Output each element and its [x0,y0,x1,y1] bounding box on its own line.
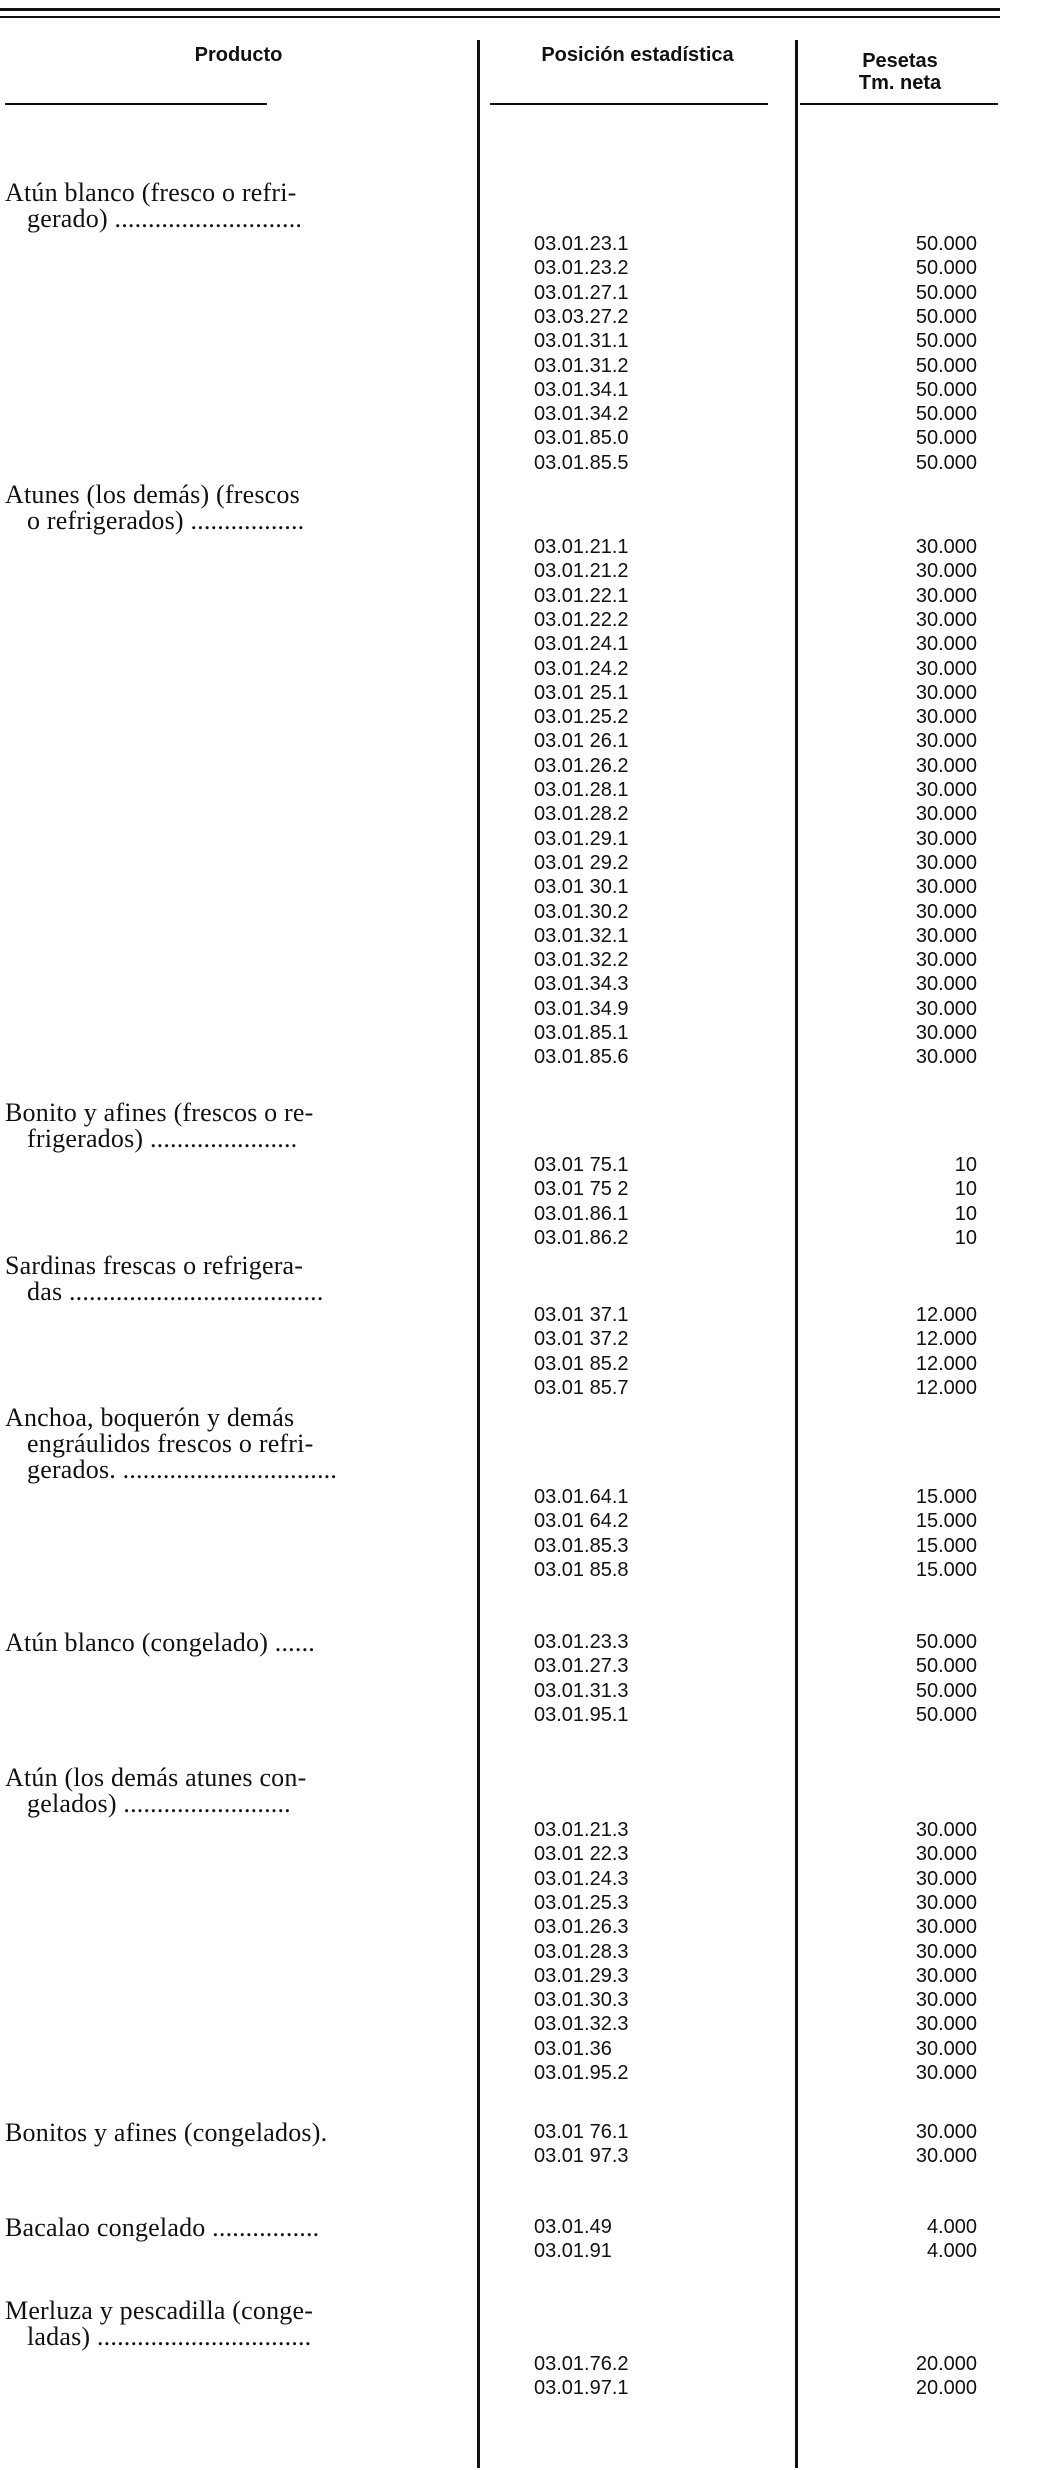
pesetas-value: 30.000 [915,2062,977,2084]
position-code: 03.01.29.1 [534,827,629,850]
product-name-line: Atún (los demás atunes con- [5,1763,307,1792]
pesetas-value: 30.000 [915,827,977,850]
position-code: 03.01 29.2 [534,851,629,874]
pesetas-value: 4.000 [926,2216,977,2238]
pesetas-value: 30.000 [915,2013,977,2036]
product-name-line: frigerados) ...................... [27,1124,298,1153]
product-name-line: ladas) ................................ [27,2322,312,2351]
position-code: 03.01.28.2 [534,803,629,826]
position-code: 03.01.85.5 [534,451,629,474]
position-code: 03.01.26.2 [534,754,629,777]
pesetas-value: 30.000 [915,1046,977,1069]
pesetas-value: 30.000 [915,2121,977,2143]
pesetas-value: 10 [954,1226,977,1249]
pesetas-value: 50.000 [915,281,977,304]
product-name-line: Atún blanco (fresco o refri- [5,178,297,207]
pesetas-value: 50.000 [915,1631,977,1653]
position-code: 03.01.91 [534,2240,612,2263]
pesetas-value: 12.000 [915,1376,977,1399]
position-code: 03.01 30.1 [534,876,629,899]
position-code: 03.01 22.3 [534,1843,629,1866]
pesetas-value: 10 [954,1154,977,1176]
position-code: 03.01.85.1 [534,1022,629,1044]
pesetas-value: 30.000 [915,754,977,777]
position-code: 03.01.25.3 [534,1891,629,1914]
top-rule [0,8,1000,11]
pesetas-value: 30.000 [915,633,977,656]
product-name [5,2215,475,2241]
pesetas-value: 15.000 [915,1486,977,1508]
product-name [5,1100,475,1152]
position-code: 03.01 64.2 [534,1510,629,1533]
product-name-line: gerado) ............................ [27,204,303,233]
pesetas-value: 30.000 [915,900,977,923]
pesetas-value: 30.000 [915,851,977,874]
position-code: 03.01.30.3 [534,1989,629,2012]
product-name-line: Bonito y afines (frescos o re- [5,1098,314,1127]
product-name-line: engráulidos frescos o refri- [27,1429,314,1458]
pesetas-value: 30.000 [915,779,977,801]
pesetas-value: 10 [954,1178,977,1201]
position-code: 03.01.34.3 [534,973,629,996]
pesetas-value: 30.000 [915,730,977,753]
position-code: 03.01.32.3 [534,2013,629,2036]
position-code: 03.01.23.1 [534,233,629,255]
position-code: 03.01.31.2 [534,354,629,377]
pesetas-value: 30.000 [915,2145,977,2168]
product-name-line: Anchoa, boquerón y demás [5,1403,295,1432]
product-name [5,1253,475,1305]
pesetas-value: 50.000 [915,427,977,450]
product-name-line: Merluza y pescadilla (conge- [5,2296,314,2325]
pesetas-value: 30.000 [915,560,977,583]
position-code: 03.01.27.3 [534,1655,629,1678]
pesetas-value: 4.000 [926,2240,977,2263]
position-code: 03.01.25.2 [534,706,629,729]
position-code: 03.01.23.2 [534,257,629,280]
product-name-line: Sardinas frescas o refrigera- [5,1251,304,1280]
position-code: 03.01 85.2 [534,1352,629,1375]
pesetas-value: 30.000 [915,876,977,899]
product-name [5,2298,475,2350]
position-code: 03.01 76.1 [534,2121,629,2143]
pesetas-value: 12.000 [915,1328,977,1351]
position-code: 03.01.97.1 [534,2377,629,2400]
pesetas-value: 50.000 [915,330,977,353]
pesetas-value: 30.000 [915,803,977,826]
pesetas-value: 30.000 [915,1867,977,1890]
product-name-line: o refrigerados) ................. [27,506,305,535]
product-name-line: Bonitos y afines (congelados). [5,2118,328,2147]
position-code: 03.01.34.1 [534,378,629,401]
position-code: 03.01 37.1 [534,1304,629,1326]
position-code: 03.01.85.0 [534,427,629,450]
position-code: 03.01.86.2 [534,1226,629,1249]
position-code: 03.01.34.2 [534,403,629,426]
column-divider-2 [795,40,798,2468]
pesetas-value: 30.000 [915,681,977,704]
position-code: 03.01.85.6 [534,1046,629,1069]
position-code: 03.01.64.1 [534,1486,629,1508]
product-name [5,1630,475,1656]
pesetas-value: 30.000 [915,973,977,996]
pesetas-value: 15.000 [915,1558,977,1581]
position-code: 03.01.21.3 [534,1819,629,1841]
position-code: 03.03.27.2 [534,305,629,328]
product-name [5,482,475,534]
position-code: 03.01.24.2 [534,657,629,680]
pesetas-value: 30.000 [915,1916,977,1939]
product-name [5,180,475,232]
position-code: 03.01.21.1 [534,536,629,558]
pesetas-value: 30.000 [915,1819,977,1841]
position-code: 03.01.28.1 [534,779,629,801]
pesetas-value: 30.000 [915,1940,977,1963]
product-name [5,1765,475,1817]
position-code: 03.01.26.3 [534,1916,629,1939]
position-code: 03.01.31.1 [534,330,629,353]
header-underline-producto [5,103,267,105]
pesetas-value: 30.000 [915,2037,977,2060]
product-name [5,2120,475,2146]
top-rule-thin [0,16,1000,18]
position-code: 03.01.21.2 [534,560,629,583]
pesetas-value: 50.000 [915,354,977,377]
pesetas-value: 12.000 [915,1304,977,1326]
pesetas-value: 30.000 [915,1022,977,1044]
pesetas-value: 10 [954,1202,977,1225]
position-code: 03.01.76.2 [534,2353,629,2375]
position-code: 03.01.95.1 [534,1703,629,1726]
product-name-line: gerados. ................................ [27,1455,338,1484]
product-name-line: Bacalao congelado ................ [5,2213,320,2242]
header-posicion: Posición estadística [541,44,734,66]
pesetas-value: 30.000 [915,536,977,558]
pesetas-value: 30.000 [915,1843,977,1866]
position-code: 03.01 37.2 [534,1328,629,1351]
position-code: 03.01.24.1 [534,633,629,656]
position-code: 03.01.31.3 [534,1679,629,1702]
position-code: 03.01.29.3 [534,1964,629,1987]
position-code: 03.01 26.1 [534,730,629,753]
header-underline-pesetas [800,103,998,105]
pesetas-value: 30.000 [915,1964,977,1987]
pesetas-value: 30.000 [915,924,977,947]
pesetas-value: 20.000 [915,2353,977,2375]
product-name-line: gelados) ......................... [27,1789,291,1818]
pesetas-value: 50.000 [915,1703,977,1726]
header-underline-posicion [490,103,768,105]
pesetas-value: 50.000 [915,233,977,255]
position-code: 03.01.86.1 [534,1202,629,1225]
position-code: 03.01.49 [534,2216,612,2238]
pesetas-value: 50.000 [915,403,977,426]
pesetas-value: 15.000 [915,1534,977,1557]
header-pesetas: Pesetas Tm. neta [858,50,942,94]
pesetas-value: 50.000 [915,1679,977,1702]
header-producto: Producto [194,44,283,66]
pesetas-value: 20.000 [915,2377,977,2400]
column-divider-1 [477,40,480,2468]
product-name-line: Atunes (los demás) (frescos [5,480,300,509]
pesetas-value: 30.000 [915,1891,977,1914]
position-code: 03.01.22.2 [534,608,629,631]
position-code: 03.01.85.3 [534,1534,629,1557]
position-code: 03.01.23.3 [534,1631,629,1653]
position-code: 03.01.24.3 [534,1867,629,1890]
position-code: 03.01 85.8 [534,1558,629,1581]
pesetas-value: 30.000 [915,706,977,729]
pesetas-value: 50.000 [915,257,977,280]
position-code: 03.01.32.2 [534,949,629,972]
pesetas-value: 50.000 [915,451,977,474]
position-code: 03.01.22.1 [534,584,629,607]
position-code: 03.01.34.9 [534,997,629,1020]
pesetas-value: 30.000 [915,997,977,1020]
pesetas-value: 30.000 [915,584,977,607]
pesetas-value: 30.000 [915,949,977,972]
position-code: 03.01.32.1 [534,924,629,947]
pesetas-value: 50.000 [915,1655,977,1678]
position-code: 03.01 75.1 [534,1154,629,1176]
pesetas-value: 50.000 [915,378,977,401]
pesetas-value: 30.000 [915,657,977,680]
product-name-line: das ...................................... [27,1277,324,1306]
pesetas-value: 50.000 [915,305,977,328]
position-code: 03.01.95.2 [534,2062,629,2084]
position-code: 03.01.28.3 [534,1940,629,1963]
pesetas-value: 30.000 [915,608,977,631]
pesetas-value: 15.000 [915,1510,977,1533]
pesetas-value: 30.000 [915,1989,977,2012]
position-code: 03.01.30.2 [534,900,629,923]
position-code: 03.01.36 [534,2037,612,2060]
product-name-line: Atún blanco (congelado) ...... [5,1628,315,1657]
pesetas-value: 12.000 [915,1352,977,1375]
position-code: 03.01 75 2 [534,1178,629,1201]
position-code: 03.01 25.1 [534,681,629,704]
product-name [5,1405,475,1483]
position-code: 03.01 85.7 [534,1376,629,1399]
position-code: 03.01.27.1 [534,281,629,304]
position-code: 03.01 97.3 [534,2145,629,2168]
